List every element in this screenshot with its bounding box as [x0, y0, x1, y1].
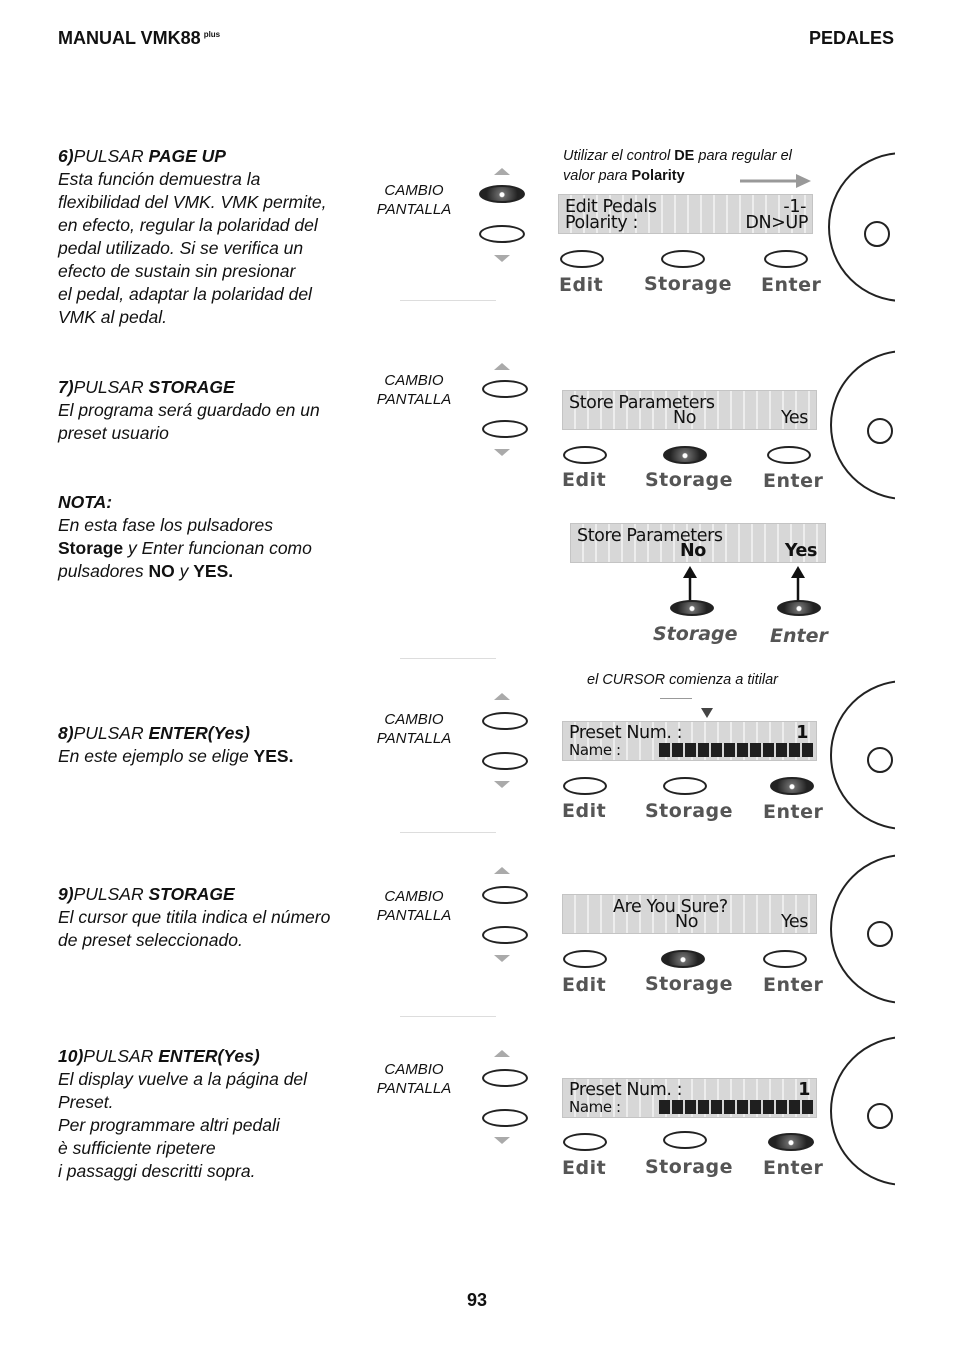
enter-yes-button[interactable] — [777, 600, 821, 616]
page-down-arrow-icon — [494, 781, 510, 788]
storage-button[interactable] — [661, 250, 705, 268]
cambio-pantalla-label: CAMBIO PANTALLA — [376, 711, 452, 747]
cambio-pantalla-label: CAMBIO PANTALLA — [376, 888, 452, 924]
page-down-arrow-icon — [494, 449, 510, 456]
knob-indicator — [867, 747, 893, 773]
edit-button[interactable] — [563, 950, 607, 968]
lcd-display-8: Preset Num. : 1 Name : — [562, 721, 817, 761]
lcd-display-9: Are You Sure? No Yes — [562, 894, 817, 934]
page-up-arrow-icon — [494, 693, 510, 700]
page-up-arrow-icon — [494, 867, 510, 874]
page-down-button[interactable] — [482, 926, 528, 944]
storage-button[interactable] — [663, 777, 707, 795]
page-up-button[interactable] — [482, 886, 528, 904]
control-note: Utilizar el control DE para regular el valor para Polarity — [563, 148, 792, 184]
enter-label: Enter — [763, 974, 824, 996]
edit-button[interactable] — [563, 777, 607, 795]
step-7-text: 7)PULSAR STORAGE El programa será guardado en un preset usuario — [58, 377, 320, 443]
cambio-pantalla-label: CAMBIO PANTALLA — [376, 182, 452, 218]
storage-label: Storage — [645, 1156, 733, 1178]
storage-caption: Storage — [653, 623, 738, 645]
page-up-arrow-icon — [494, 168, 510, 175]
enter-label: Enter — [763, 1157, 824, 1179]
page-down-button[interactable] — [482, 420, 528, 438]
cursor-note: el CURSOR comienza a titilar — [587, 672, 778, 688]
page-up-arrow-icon — [494, 1050, 510, 1057]
lcd-display-6: Edit Pedals -1- Polarity : DN>UP — [558, 194, 813, 234]
step-6-text: 6)PULSAR PAGE UP Esta función demuestra la flexibilidad del VMK. VMK permite, en efecto, regular la polaridad del pedal utilizado. Si se verifica un efecto de sustain sin presionar el pedal, adaptar la polaridad del VMK al pedal. — [58, 146, 327, 327]
title-superscript: plus — [203, 30, 221, 39]
enter-caption: Enter — [770, 625, 828, 647]
cursor-line — [660, 698, 692, 699]
nota-text: NOTA: En esta fase los pulsadores Storage y Enter funcionan como pulsadores NO y YES. — [58, 492, 312, 581]
storage-label: Storage — [645, 469, 733, 491]
storage-no-button[interactable] — [670, 600, 714, 616]
storage-label: Storage — [645, 800, 733, 822]
storage-label: Storage — [644, 273, 732, 295]
knob-indicator — [867, 1103, 893, 1129]
lcd-display-nota: Store Parameters No Yes — [570, 523, 826, 563]
page-up-button[interactable] — [482, 380, 528, 398]
storage-button[interactable] — [661, 950, 705, 968]
divider — [400, 1016, 496, 1017]
edit-label: Edit — [562, 974, 607, 996]
page-up-button[interactable] — [482, 1069, 528, 1087]
page-down-button[interactable] — [479, 225, 525, 243]
enter-label: Enter — [761, 274, 822, 296]
page-margin — [895, 140, 954, 1240]
section-title: PEDALES — [808, 28, 894, 48]
edit-label: Edit — [562, 469, 607, 491]
edit-label: Edit — [559, 274, 604, 296]
page-down-arrow-icon — [494, 255, 510, 262]
knob-indicator — [867, 418, 893, 444]
storage-button[interactable] — [663, 1131, 707, 1149]
knob-indicator — [864, 221, 890, 247]
storage-button[interactable] — [663, 446, 707, 464]
step-9-text: 9)PULSAR STORAGE El cursor que titila indica el número de preset seleccionado. — [58, 884, 331, 950]
enter-button[interactable] — [764, 250, 808, 268]
knob-indicator — [867, 921, 893, 947]
page-up-arrow-icon — [494, 363, 510, 370]
edit-label: Edit — [562, 1157, 607, 1179]
manual-title: MANUAL VMK88 $^{plus}$ — [58, 28, 221, 48]
page-up-button[interactable] — [479, 185, 525, 203]
page-number: 93 — [466, 1290, 488, 1310]
enter-label: Enter — [763, 470, 824, 492]
page-down-button[interactable] — [482, 1109, 528, 1127]
divider — [400, 832, 496, 833]
enter-button[interactable] — [770, 777, 814, 795]
name-blocks — [659, 1100, 813, 1114]
edit-label: Edit — [562, 800, 607, 822]
cursor-arrow-icon — [700, 707, 714, 719]
edit-button[interactable] — [563, 446, 607, 464]
enter-label: Enter — [763, 801, 824, 823]
name-blocks — [659, 743, 813, 757]
page-down-button[interactable] — [482, 752, 528, 770]
divider — [400, 300, 496, 301]
lcd-display-7: Store Parameters No Yes — [562, 390, 817, 430]
step-10-text: 10)PULSAR ENTER(Yes) El display vuelve a la página del Preset. Per programmare altri pedali è sufficiente ripetere i passaggi descritti sopra. — [58, 1046, 308, 1181]
page-down-arrow-icon — [494, 1137, 510, 1144]
edit-button[interactable] — [560, 250, 604, 268]
cambio-pantalla-label: CAMBIO PANTALLA — [376, 1061, 452, 1097]
step-8-text: 8)PULSAR ENTER(Yes) En este ejemplo se elige YES. — [58, 723, 294, 766]
cambio-pantalla-label: CAMBIO PANTALLA — [376, 372, 452, 408]
right-arrow-icon — [738, 172, 813, 190]
storage-label: Storage — [645, 973, 733, 995]
page-down-arrow-icon — [494, 955, 510, 962]
divider — [400, 658, 496, 659]
enter-button[interactable] — [763, 950, 807, 968]
lcd-display-10: Preset Num. : 1 Name : — [562, 1078, 817, 1118]
enter-button[interactable] — [768, 1133, 814, 1151]
enter-button[interactable] — [767, 446, 811, 464]
edit-button[interactable] — [563, 1133, 607, 1151]
page-up-button[interactable] — [482, 712, 528, 730]
